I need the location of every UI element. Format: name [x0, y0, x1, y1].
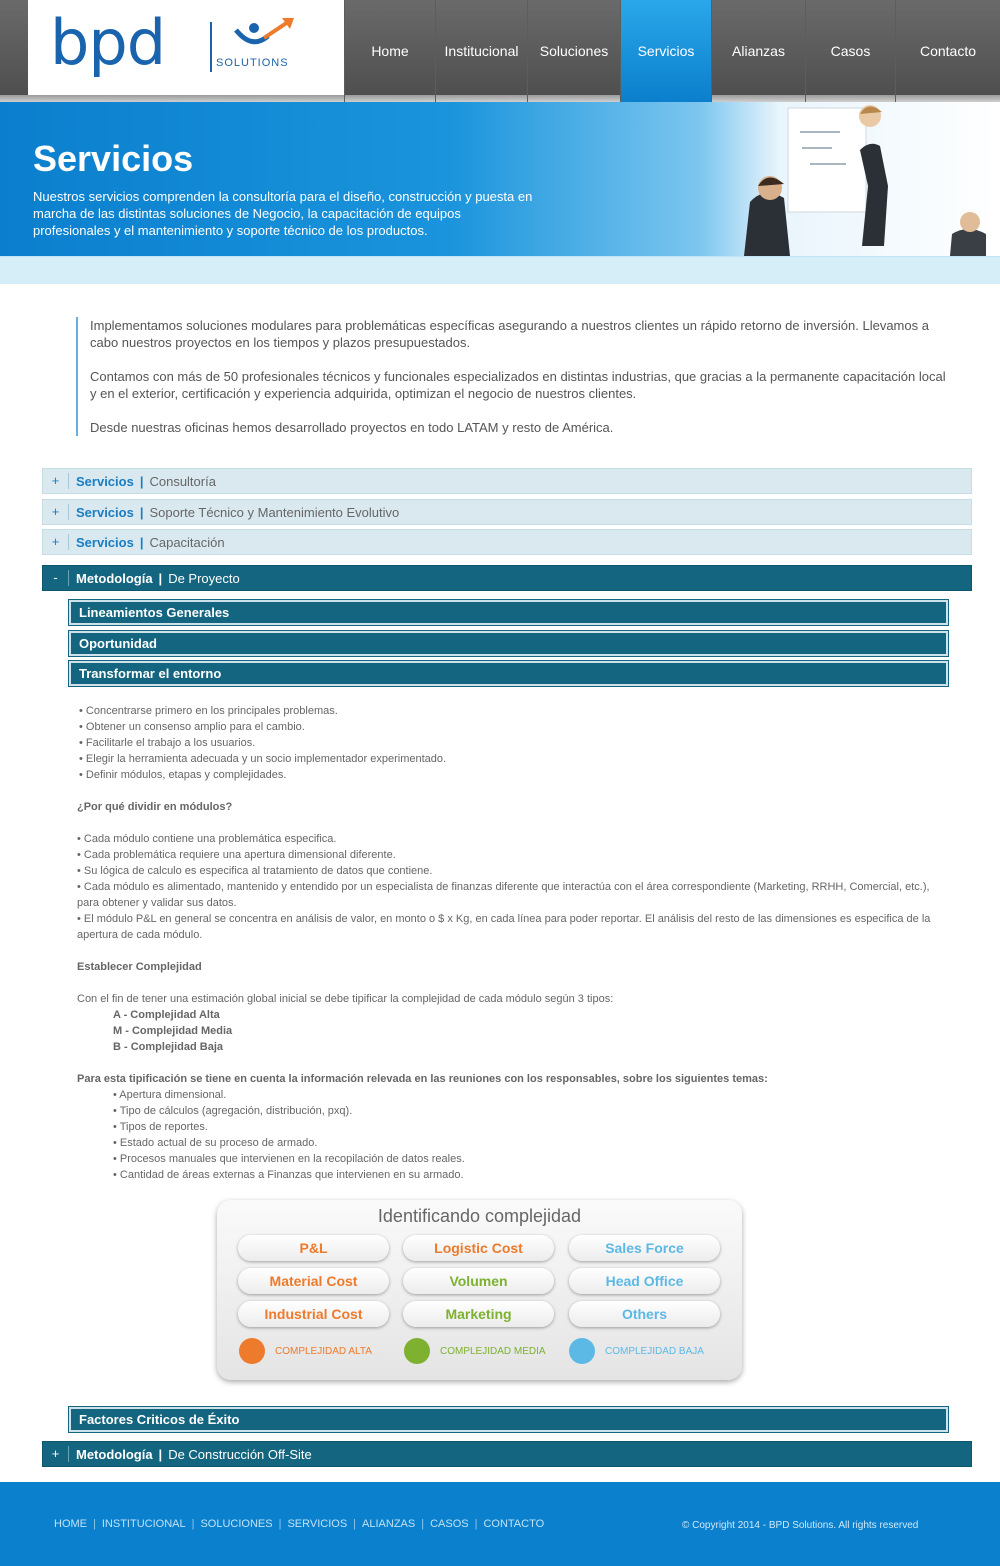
subsection-factores[interactable]: Factores Criticos de Éxito — [69, 1407, 948, 1432]
accordion-value: Soporte Técnico y Mantenimiento Evolutivo — [149, 504, 400, 520]
footer-link-contacto[interactable]: CONTACTO — [483, 1518, 545, 1530]
list-item: • Estado actual de su proceso de armado. — [113, 1137, 318, 1149]
list-item: B - Complejidad Baja — [113, 1041, 224, 1053]
list-item: • Tipo de cálculos (agregación, distribución, pxq). — [113, 1105, 353, 1117]
hero-description: Nuestros servicios comprenden la consultoría para el diseño, construcción y puesta en marcha de las distintas soluciones de Negocio, la capacitación de equipos profesionales y el mantenimiento y soporte técnico de los productos. — [33, 189, 533, 238]
list-item: • Cantidad de áreas externas a Finanzas que intervienen en su armado. — [113, 1169, 464, 1181]
diagram-title: Identificando complejidad — [377, 1206, 582, 1226]
accordion-metodologia-offsite[interactable] — [42, 1441, 972, 1467]
legend-label: COMPLEJIDAD MEDIA — [440, 1345, 546, 1357]
hero-band — [0, 256, 1000, 284]
intro-text — [76, 317, 946, 436]
list-item: • Facilitarle el trabajo a los usuarios. — [79, 737, 256, 749]
accordion-consultoria[interactable] — [42, 468, 972, 494]
legend-dot — [569, 1338, 595, 1364]
module-sales-force: Sales Force — [569, 1235, 720, 1261]
intro-paragraph: Implementamos soluciones modulares para problemáticas específicas asegurando a nuestros clientes un rápido retorno de inversión. Llevamos a cabo nuestros proyectos en los tiempos y plazos presupuestados. — [90, 318, 929, 350]
subsection-lineamientos[interactable]: Lineamientos Generales — [69, 600, 948, 625]
legend-baja — [569, 1338, 704, 1364]
nav-institucional[interactable]: Institucional — [435, 0, 527, 102]
legend-dot — [239, 1338, 265, 1364]
separator: | — [158, 1446, 163, 1462]
content-paragraph: Con el fin de tener una estimación global inicial se debe tipificar la complejidad de cada módulo según 3 tipos: — [77, 993, 614, 1005]
module-logistic-cost: Logistic Cost — [403, 1235, 554, 1261]
footer — [0, 1482, 1000, 1566]
module-material-cost: Material Cost — [238, 1268, 389, 1294]
module-industrial-cost: Industrial Cost — [238, 1301, 389, 1327]
list-item: • Cada módulo contiene una problemática especifica. — [77, 833, 337, 845]
module-volumen: Volumen — [403, 1268, 554, 1294]
main-nav — [344, 0, 1000, 102]
content-heading: Establecer Complejidad — [77, 961, 202, 973]
nav-home[interactable]: Home — [344, 0, 435, 102]
hero-banner — [0, 102, 1000, 256]
separator: | — [139, 473, 144, 489]
list-item: • Su lógica de calculo es especifica al tratamiento de datos que contiene. — [77, 865, 433, 877]
legend-label: COMPLEJIDAD BAJA — [605, 1345, 704, 1357]
list-item: • Cada problemática requiere una apertura dimensional diferente. — [77, 849, 396, 861]
separator: | — [158, 570, 163, 586]
meeting-illustration — [730, 102, 986, 256]
expand-icon[interactable]: + — [43, 504, 69, 520]
accordion-value: Consultoría — [149, 473, 216, 489]
accordion-metodologia-proyecto[interactable] — [42, 565, 972, 591]
footer-link-institucional[interactable]: INSTITUCIONAL — [101, 1518, 186, 1530]
list-item: • Obtener un consenso amplio para el cambio. — [79, 721, 305, 733]
accordion-key: Servicios — [76, 534, 134, 550]
accordion-key: Servicios — [76, 473, 134, 489]
logo-divider — [210, 22, 212, 72]
accordion-value: De Proyecto — [168, 570, 240, 586]
nav-alianzas[interactable]: Alianzas — [711, 0, 805, 102]
content-heading: Para esta tipificación se tiene en cuenta la información relevada en las reuniones con los responsables, sobre los siguientes temas: — [77, 1073, 768, 1085]
nav-servicios[interactable]: Servicios — [620, 0, 711, 102]
page-title: Servicios — [33, 138, 194, 179]
accordion-value: De Construcción Off-Site — [168, 1446, 312, 1462]
footer-link-servicios[interactable]: SERVICIOS — [287, 1518, 348, 1530]
module-pl: P&L — [238, 1235, 389, 1261]
expand-icon[interactable]: + — [43, 473, 69, 489]
accordion-key: Servicios — [76, 504, 134, 520]
module-marketing: Marketing — [403, 1301, 554, 1327]
content-heading: ¿Por qué dividir en módulos? — [77, 801, 233, 813]
nav-soluciones[interactable]: Soluciones — [527, 0, 620, 102]
accordion-key: Metodología — [76, 570, 153, 586]
list-item: • El módulo P&L en general se concentra en análisis de valor, en monto o $ x Kg, en cada línea para poder reportar. El análisis del resto de las dimensiones es especifica de la apertura de cada módulo. — [77, 913, 931, 941]
accordion-soporte[interactable] — [42, 499, 972, 525]
subsection-transformar[interactable]: Transformar el entorno — [69, 661, 948, 686]
legend-media — [404, 1338, 546, 1364]
logo-tagline: SOLUTIONS — [216, 57, 289, 69]
section-content — [77, 703, 943, 1183]
list-item: • Elegir la herramienta adecuada y un socio implementador experimentado. — [79, 753, 447, 765]
list-item: • Apertura dimensional. — [113, 1089, 227, 1101]
module-head-office: Head Office — [569, 1268, 720, 1294]
intro-paragraph: Contamos con más de 50 profesionales técnicos y funcionales especializados en distintas industrias, que gracias a la permanente capacitación local y en el exterior, certificación y experiencia adquirida, optimizan el negocio de nuestros clientes. — [90, 369, 946, 401]
bullet-list — [77, 703, 943, 783]
footer-link-home[interactable]: HOME — [54, 1518, 87, 1530]
list-item: • Cada módulo es alimentado, mantenido y entendido por un especialista de finanzas diferente que interactúa con el área correspondiente (Marketing, RRHH, Comercial, etc.), para obtener y validar sus datos. — [77, 881, 930, 909]
expand-icon[interactable]: + — [43, 1446, 69, 1462]
logo[interactable] — [28, 0, 344, 95]
list-item: • Procesos manuales que intervienen en la recopilación de datos reales. — [113, 1153, 465, 1165]
accordion-value: Capacitación — [149, 534, 225, 550]
separator: | — [139, 504, 144, 520]
accordion-key: Metodología — [76, 1446, 153, 1462]
copyright: © Copyright 2014 - BPD Solutions. All rights reserved — [682, 1520, 919, 1531]
list-item: M - Complejidad Media — [113, 1025, 233, 1037]
footer-nav: HOME | INSTITUCIONAL | SOLUCIONES | SERVICIOS | ALIANZAS | CASOS | CONTACTO — [54, 1518, 545, 1530]
list-item: • Tipos de reportes. — [113, 1121, 208, 1133]
subsection-oportunidad[interactable]: Oportunidad — [69, 631, 948, 656]
nav-contacto[interactable]: Contacto — [895, 0, 1000, 102]
list-item: • Concentrarse primero en los principales problemas. — [79, 705, 338, 717]
legend-dot — [404, 1338, 430, 1364]
expand-icon[interactable]: + — [43, 534, 69, 550]
logo-arrow-icon — [230, 16, 302, 56]
intro-paragraph: Desde nuestras oficinas hemos desarrollado proyectos en todo LATAM y resto de América. — [90, 420, 614, 435]
nav-casos[interactable]: Casos — [805, 0, 895, 102]
legend-alta — [239, 1338, 372, 1364]
collapse-icon[interactable]: - — [43, 570, 69, 586]
list-item: A - Complejidad Alta — [113, 1009, 220, 1021]
footer-link-alianzas[interactable]: ALIANZAS — [362, 1518, 416, 1530]
accordion-capacitacion[interactable] — [42, 529, 972, 555]
module-others: Others — [569, 1301, 720, 1327]
list-item: • Definir módulos, etapas y complejidades. — [79, 769, 287, 781]
complexity-diagram — [217, 1200, 742, 1380]
logo-text: bpd — [50, 6, 166, 79]
legend-label: COMPLEJIDAD ALTA — [275, 1345, 372, 1357]
footer-link-casos[interactable]: CASOS — [430, 1518, 469, 1530]
footer-link-soluciones[interactable]: SOLUCIONES — [200, 1518, 273, 1530]
separator: | — [139, 534, 144, 550]
